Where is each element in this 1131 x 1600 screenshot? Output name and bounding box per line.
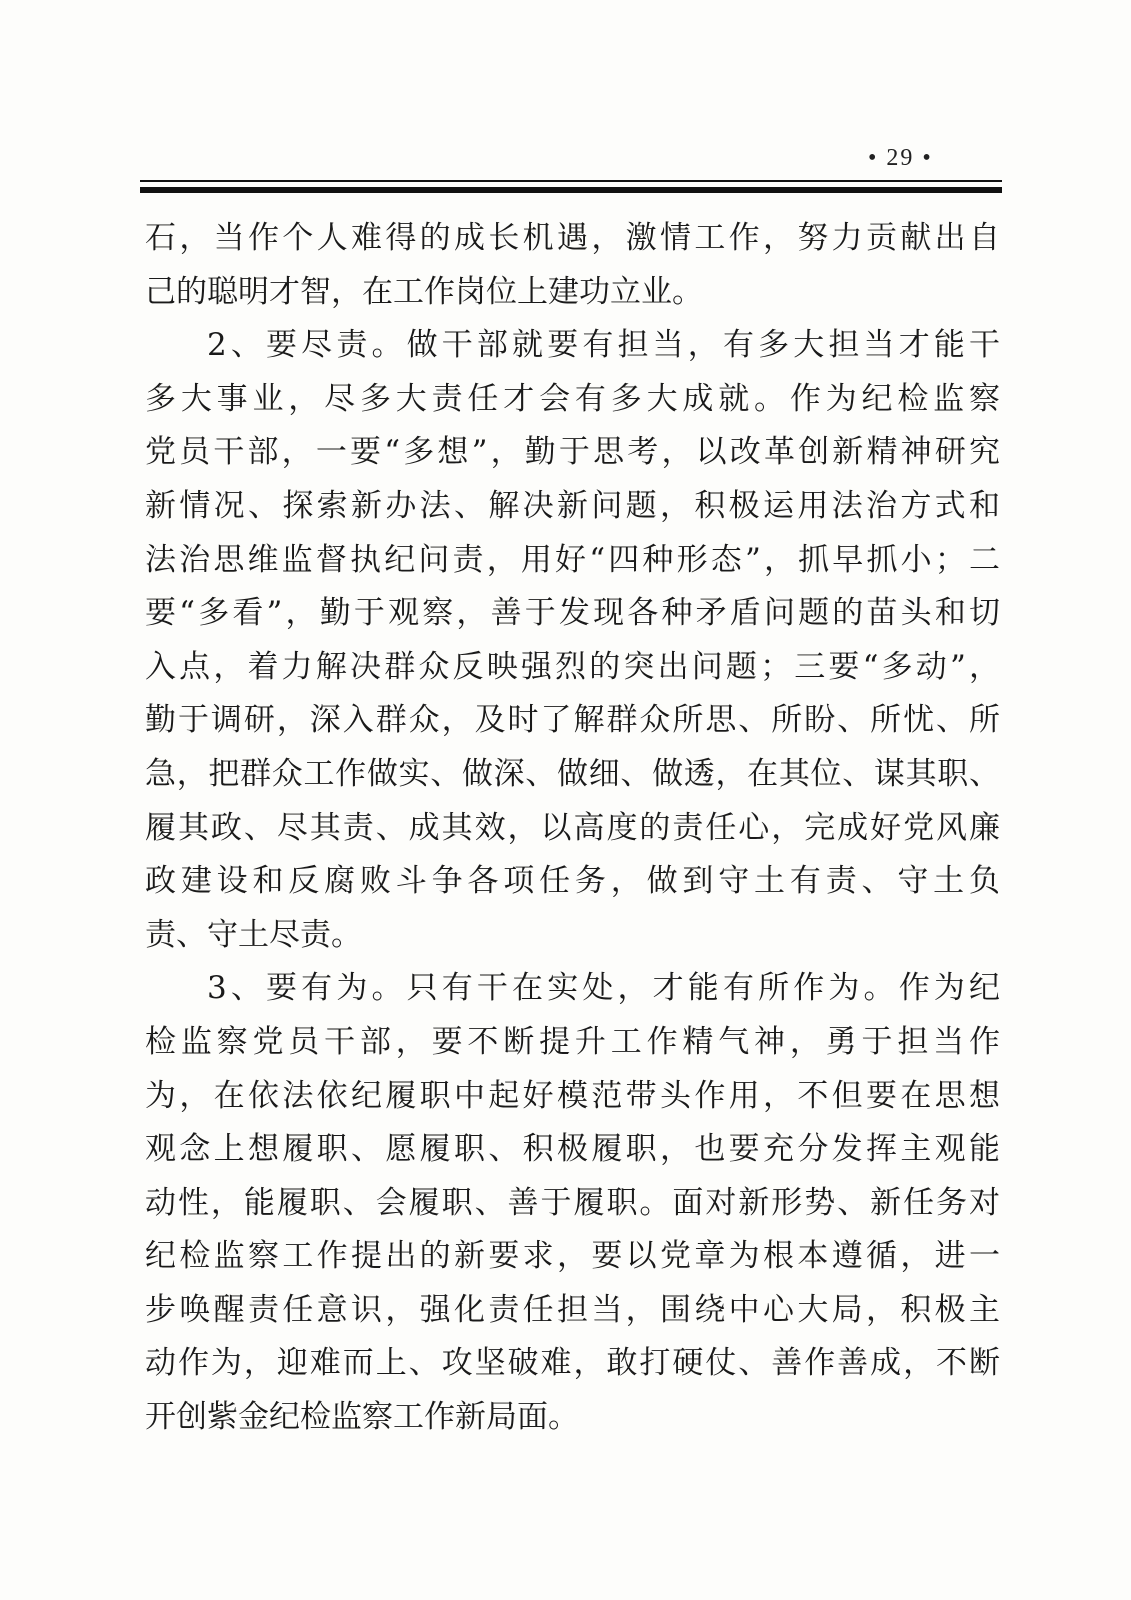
text-line: 动作为，迎难而上、攻坚破难，敢打硬仗、善作善成，不断 [145,1345,1000,1382]
text-line: 履其政、尽其责、成其效，以高度的责任心，完成好党风廉 [145,809,1000,846]
text-line: 纪检监察工作提出的新要求，要以党章为根本遵循，进一 [145,1238,1000,1275]
text-line: 入点，着力解决群众反映强烈的突出问题；三要“多动”， [145,648,1000,685]
header-rule-thick [140,187,1002,193]
text-line: 急，把群众工作做实、做深、做细、做透，在其位、谋其职、 [145,755,1000,792]
text-line: 观念上想履职、愿履职、积极履职，也要充分发挥主观能 [145,1131,1000,1168]
body-text [145,212,1000,1445]
text-line: 检监察党员干部，要不断提升工作精气神，勇于担当作 [145,1023,1000,1060]
text-line: 责、守土尽责。 [145,916,362,953]
text-line: 开创紫金纪检监察工作新局面。 [145,1399,579,1436]
text-line: 己的聪明才智，在工作岗位上建功立业。 [145,273,703,310]
text-line: 要“多看”，勤于观察，善于发现各种矛盾问题的苗头和切 [145,595,1000,632]
text-line: 党员干部，一要“多想”，勤于思考，以改革创新精神研究 [145,434,1000,471]
page-number: • 29 • [868,145,933,171]
text-line: 新情况、探索新办法、解决新问题，积极运用法治方式和 [145,487,1000,524]
text-line: 2、要尽责。做干部就要有担当，有多大担当才能干 [207,327,1000,364]
text-line: 动性，能履职、会履职、善于履职。面对新形势、新任务对 [145,1184,1000,1221]
text-line: 为，在依法依纪履职中起好模范带头作用，不但要在思想 [145,1077,1000,1114]
text-line: 多大事业，尽多大责任才会有多大成就。作为纪检监察 [145,380,1000,417]
text-line: 步唤醒责任意识，强化责任担当，围绕中心大局，积极主 [145,1291,1000,1328]
header-rule-thin [140,180,1002,182]
text-line: 法治思维监督执纪问责，用好“四种形态”，抓早抓小；二 [145,541,1000,578]
text-line: 3、要有为。只有干在实处，才能有所作为。作为纪 [207,970,1000,1007]
text-line: 石，当作个人难得的成长机遇，激情工作，努力贡献出自 [145,220,1000,256]
text-line: 勤于调研，深入群众，及时了解群众所思、所盼、所忧、所 [145,702,1000,739]
text-line: 政建设和反腐败斗争各项任务，做到守土有责、守土负 [145,863,1000,900]
